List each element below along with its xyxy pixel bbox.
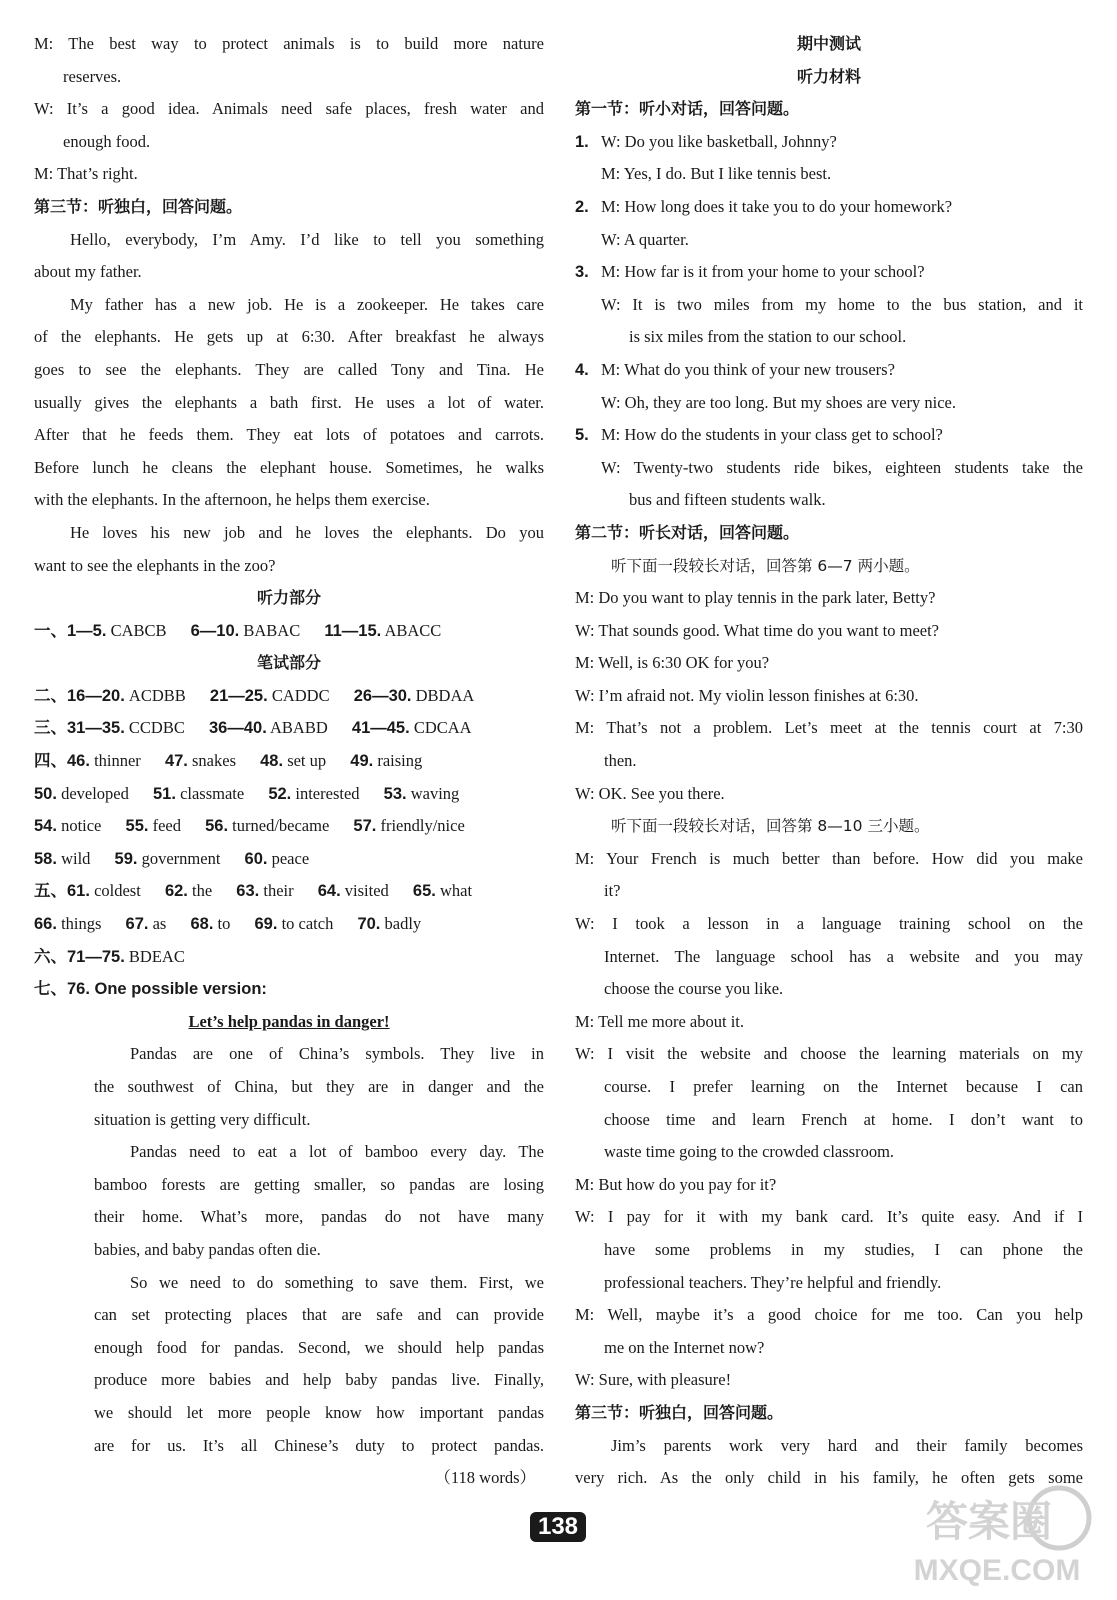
written-heading: 笔试部分 <box>256 653 321 673</box>
answer-label: 68. <box>190 915 214 934</box>
monologue-line: He loves his new job and he loves the elephants. Do you <box>70 522 544 542</box>
monologue-line: very rich. As the only child in his family, he often gets some <box>575 1468 1083 1488</box>
left-column <box>34 28 544 1495</box>
answer-value: classmate <box>180 783 245 803</box>
dialog-line: W: I visit the website and choose the learning materials on my <box>575 1044 1083 1064</box>
essay-line: bamboo forests are getting smaller, so pandas are losing <box>94 1174 544 1194</box>
answer-row <box>34 973 544 1006</box>
dialog-line: W: I pay for it with my bank card. It’s quite easy. And if I <box>575 1207 1083 1227</box>
section-heading: 第三节：听独白，回答问题。 <box>34 196 243 216</box>
monologue-line: about my father. <box>34 262 142 282</box>
dialog-line: then. <box>604 751 637 771</box>
answer-label: 67. <box>125 915 149 934</box>
essay-line: are for us. It’s all Chinese’s duty to protect pandas. <box>94 1435 544 1455</box>
answer-row <box>34 941 544 974</box>
dialog-line: choose time and learn French at home. I don’t want to <box>604 1109 1083 1129</box>
essay-line: situation is getting very difficult. <box>94 1109 311 1129</box>
answer-label: 50. <box>34 784 57 803</box>
essay-line: Pandas need to eat a lot of bamboo every day. The <box>130 1142 544 1162</box>
dialog-line: M: But how do you pay for it? <box>575 1174 777 1194</box>
dialog-line: M: Yes, I do. But I like tennis best. <box>601 164 832 184</box>
dialog-line: W: OK. See you there. <box>575 783 725 803</box>
dialog-line: M: That’s right. <box>34 164 138 184</box>
answer-value: CADDC <box>271 685 330 705</box>
dialog-line: choose the course you like. <box>604 979 784 999</box>
answer-row <box>34 843 544 876</box>
monologue-line: My father has a new job. He is a zookeeper. He takes care <box>70 294 544 314</box>
answer-row <box>34 680 544 713</box>
answer-value: snakes <box>192 751 236 771</box>
answer-label: 26—30. <box>353 686 412 705</box>
answer-value: DBDAA <box>415 685 475 705</box>
answer-value: thinner <box>94 751 141 771</box>
answer-label: 49. <box>350 752 374 771</box>
essay-line: So we need to do something to save them. First, we <box>130 1272 544 1292</box>
dialog-line: W: It is two miles from my home to the bus station, and it <box>601 294 1083 314</box>
essay-title-part: Let’s help pandas <box>188 1011 317 1031</box>
dialog-item <box>575 354 1083 387</box>
answer-value: turned/became <box>232 816 330 836</box>
answer-value: government <box>141 848 221 868</box>
answer-label: 48. <box>260 752 284 771</box>
watermark-text-url: MXQE.COM <box>913 1554 1081 1587</box>
dialog-line: enough food. <box>63 131 151 151</box>
answer-label: 11—15. <box>324 621 382 640</box>
answer-label: 70. <box>357 915 381 934</box>
item-number: 1. <box>575 132 589 151</box>
answer-value: to <box>217 914 231 934</box>
watermark-text-cn: 答案圈 <box>925 1497 1053 1546</box>
answer-label: 一、1—5. <box>34 621 107 640</box>
answer-value: badly <box>384 914 422 934</box>
answer-row <box>34 875 544 908</box>
answer-value: BDEAC <box>128 946 185 966</box>
item-number: 5. <box>575 426 589 445</box>
answer-value: things <box>61 914 102 934</box>
dialog-item <box>575 419 1083 452</box>
answer-label: 41—45. <box>351 719 410 738</box>
answer-value: raising <box>377 751 423 771</box>
answer-value: to catch <box>281 914 334 934</box>
dialog-line: W: Twenty-two students ride bikes, eighteen students take the <box>601 457 1083 477</box>
dialog-line: me on the Internet now? <box>604 1337 765 1357</box>
answer-row <box>34 712 544 745</box>
answer-row <box>34 810 544 843</box>
answer-value: visited <box>344 881 389 901</box>
item-number: 3. <box>575 263 589 282</box>
essay-title-part: in danger! <box>316 1011 390 1031</box>
dialog-line: M: How long does it take you to do your homework? <box>601 196 953 216</box>
dialog-line: course. I prefer learning on the Internet because I can <box>604 1077 1083 1096</box>
dialog-line: reserves. <box>63 66 122 86</box>
answer-row <box>34 615 544 648</box>
answer-value: ACDBB <box>128 685 186 705</box>
monologue-line: Before lunch he cleans the elephant house. Sometimes, he walks <box>34 457 544 477</box>
section-heading: 第二节：听长对话，回答问题。 <box>575 522 800 542</box>
dialog-line: Internet. The language school has a website and you may <box>604 946 1083 966</box>
essay-line: babies, and baby pandas often die. <box>94 1239 321 1259</box>
answer-value: notice <box>61 816 102 836</box>
answer-label: 60. <box>244 849 268 868</box>
answer-label: 21—25. <box>209 686 268 705</box>
answer-label: 52. <box>268 784 292 803</box>
answer-value: feed <box>152 816 181 836</box>
answer-value: CDCAA <box>413 718 472 738</box>
answer-label: 47. <box>164 752 188 771</box>
answer-row <box>34 778 544 811</box>
dialog-line: M: How do the students in your class get to school? <box>601 425 943 445</box>
answer-label: 六、71—75. <box>34 947 125 966</box>
item-number: 2. <box>575 197 589 216</box>
dialog-line: M: Well, maybe it’s a good choice for me too. Can you help <box>575 1305 1083 1325</box>
dialog-line: W: Do you like basketball, Johnny? <box>601 131 837 151</box>
monologue-line: After that he feeds them. They eat lots of potatoes and carrots. <box>34 425 544 445</box>
essay-line: the southwest of China, but they are in danger and the <box>94 1077 544 1096</box>
answer-label: 69. <box>254 915 278 934</box>
dialog-line: M: Tell me more about it. <box>575 1011 745 1031</box>
dialog-line: professional teachers. They’re helpful and friendly. <box>604 1272 942 1292</box>
monologue-line: want to see the elephants in the zoo? <box>34 555 276 575</box>
answer-row <box>34 908 544 941</box>
dialog-line: have some problems in my studies, I can phone the <box>604 1239 1083 1259</box>
answer-value: peace <box>271 848 310 868</box>
section-heading: 第一节：听小对话，回答问题。 <box>575 99 800 119</box>
answer-label: 55. <box>125 817 149 836</box>
monologue-line: goes to see the elephants. They are called Tony and Tina. He <box>34 359 544 379</box>
answer-label: 36—40. <box>208 719 267 738</box>
answer-label: 64. <box>317 882 341 901</box>
monologue-line: usually gives the elephants a bath first. He uses a lot of water. <box>34 392 544 412</box>
dialog-line: M: How far is it from your home to your school? <box>601 262 925 282</box>
item-number: 4. <box>575 360 589 379</box>
essay-line: produce more babies and help baby pandas live. Finally, <box>94 1370 544 1390</box>
essay-line: enough food for pandas. Second, we should help pandas <box>94 1337 544 1357</box>
answer-label: 二、16—20. <box>34 686 125 705</box>
answer-row <box>34 745 544 778</box>
answer-value: set up <box>287 751 327 771</box>
answer-value: BABAC <box>243 620 301 640</box>
answer-label: 58. <box>34 849 57 868</box>
dialog-line: M: That’s not a problem. Let’s meet at the tennis court at 7:30 <box>575 718 1083 738</box>
dialog-item <box>575 191 1083 224</box>
right-column <box>575 28 1083 1495</box>
watermark-logo <box>889 1480 1099 1590</box>
dialog-line: it? <box>604 881 621 901</box>
dialog-line: is six miles from the station to our school. <box>629 327 907 347</box>
dialog-line: W: I’m afraid not. My violin lesson finishes at 6:30. <box>575 685 919 705</box>
dialog-line: M: Do you want to play tennis in the park later, Betty? <box>575 588 936 608</box>
dialog-line: W: Sure, with pleasure! <box>575 1370 732 1390</box>
dialog-line: W: It’s a good idea. Animals need safe places, fresh water and <box>34 99 544 119</box>
answer-label: 56. <box>205 817 229 836</box>
dialog-line: waste time going to the crowded classroom. <box>604 1142 895 1162</box>
answer-label: 65. <box>412 882 436 901</box>
dialog-line: W: Oh, they are too long. But my shoes are very nice. <box>601 392 956 412</box>
answer-label: 6—10. <box>190 621 240 640</box>
essay-line: can set protecting places that are safe and can provide <box>94 1305 544 1325</box>
answer-value: coldest <box>94 881 141 901</box>
answer-label: 51. <box>153 784 176 803</box>
page-subtitle: 听力材料 <box>796 66 861 86</box>
instruction: 听下面一段较长对话，回答第 8—10 三小题。 <box>611 817 930 836</box>
answer-label: 五、61. <box>34 882 90 901</box>
answer-value: the <box>192 881 213 901</box>
monologue-line: with the elephants. In the afternoon, he helps them exercise. <box>34 490 430 510</box>
essay-line: their home. What’s more, pandas do not have many <box>94 1207 544 1227</box>
dialog-line: M: What do you think of your new trousers? <box>601 359 895 379</box>
monologue-line: Jim’s parents work very hard and their family becomes <box>611 1435 1083 1455</box>
answer-label: 七、76. One possible version: <box>34 980 267 999</box>
word-count: （118 words） <box>434 1468 536 1488</box>
dialog-line: bus and fifteen students walk. <box>629 490 826 510</box>
dialog-line: W: That sounds good. What time do you want to meet? <box>575 620 940 640</box>
answer-label: 三、31—35. <box>34 719 125 738</box>
answer-label: 四、46. <box>34 752 90 771</box>
page-title: 期中测试 <box>796 34 861 53</box>
listening-heading: 听力部分 <box>256 588 321 608</box>
essay-title <box>34 1006 544 1039</box>
section-heading: 第三节：听独白，回答问题。 <box>575 1402 784 1422</box>
answer-value: waving <box>410 783 460 803</box>
dialog-line: W: I took a lesson in a language training school on the <box>575 914 1083 934</box>
answer-label: 63. <box>236 882 260 901</box>
dialog-item <box>575 126 1083 159</box>
answer-value: interested <box>295 783 360 803</box>
dialog-line: M: Well, is 6:30 OK for you? <box>575 653 770 673</box>
answer-value: ABABD <box>270 718 328 738</box>
essay-line: we should let more people know how important pandas <box>94 1402 544 1422</box>
answer-value: CABCB <box>110 620 167 640</box>
answer-label: 54. <box>34 817 57 836</box>
answer-label: 57. <box>353 817 377 836</box>
dialog-line: M: The best way to protect animals is to build more nature <box>34 34 544 53</box>
dialog-item <box>575 256 1083 289</box>
dialog-line: W: A quarter. <box>601 229 689 249</box>
answer-value: CCDBC <box>128 718 185 738</box>
essay-line: Pandas are one of China’s symbols. They live in <box>130 1044 544 1064</box>
answer-value: as <box>152 914 167 934</box>
monologue-line: of the elephants. He gets up at 6:30. After breakfast he always <box>34 327 544 347</box>
answer-value: friendly/nice <box>380 816 465 836</box>
answer-value: ABACC <box>384 620 442 640</box>
answer-value: developed <box>61 783 129 803</box>
monologue-line: Hello, everybody, I’m Amy. I’d like to tell you something <box>70 229 544 249</box>
dialog-line: M: Your French is much better than before. How did you make <box>575 848 1083 868</box>
answer-label: 53. <box>383 784 407 803</box>
answer-value: what <box>439 881 473 901</box>
page-number: 138 <box>530 1512 586 1542</box>
instruction: 听下面一段较长对话，回答第 6—7 两小题。 <box>611 556 920 575</box>
answer-label: 62. <box>164 882 188 901</box>
answer-label: 66. <box>34 915 57 934</box>
answer-value: wild <box>61 848 91 868</box>
answer-label: 59. <box>114 849 138 868</box>
answer-value: their <box>263 881 294 901</box>
